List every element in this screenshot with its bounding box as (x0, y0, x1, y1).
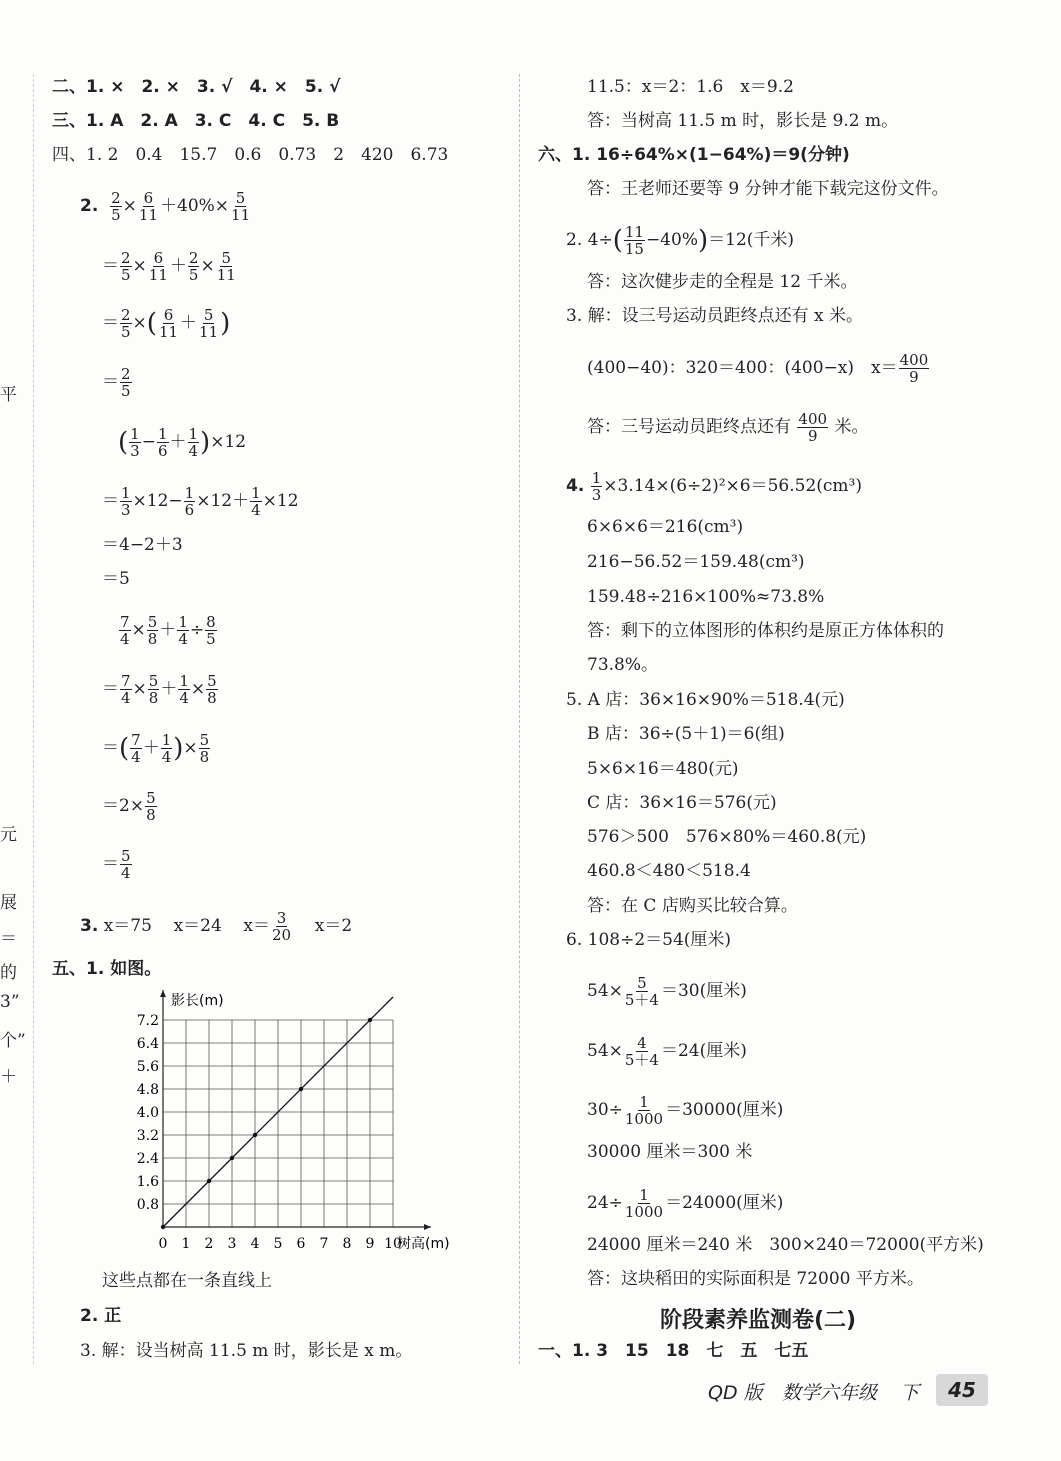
answer-line: 54× $\frac{5}{5+4}$ ＝30(厘米) (587, 974, 747, 1009)
answer-line: 6×6×6＝216(cm³) (587, 517, 744, 537)
edge-fragment: ＋ (0, 1067, 17, 1087)
answer-section-5: 五、1. 如图。 (52, 959, 162, 979)
answer-line: 5. A 店：36×16×90%＝518.4(元) (566, 690, 845, 710)
answer-line: 答：这次健步走的全程是 12 千米。 (587, 272, 858, 292)
answer-line: 答：王老师还要等 9 分钟才能下载完这份文件。 (587, 179, 949, 199)
page-number: 45 (936, 1374, 988, 1406)
math-line: ＝( $\frac{7}{4}$ ＋ $\frac{1}{4}$ )× $\frac{5}{8}$ (102, 731, 210, 766)
column-divider (519, 74, 520, 1364)
data-point (299, 1087, 303, 1091)
answer-line: (400−40)：320＝400：(400−x) x＝ $\frac{400}{9}$ (587, 351, 929, 386)
data-point (253, 1133, 257, 1137)
edge-fragment: 的 (0, 963, 17, 983)
shadow-length-chart (130, 990, 490, 1260)
answer-line: 73.8%。 (587, 655, 659, 675)
x-tick-label: 7 (319, 1236, 329, 1252)
x-tick-label: 6 (296, 1236, 306, 1252)
answer-5-2: 2. 正 (80, 1306, 122, 1326)
x-tick-label: 10 (384, 1236, 402, 1252)
edge-fragment: 展 (0, 893, 17, 913)
math-line: 2. $\frac{2}{5}$ × $\frac{6}{11}$ ＋40%× $\frac{5}{11}$ (80, 189, 251, 224)
answer-line: 答：三号运动员距终点还有 $\frac{400}{9}$ 米。 (587, 410, 869, 445)
edge-fragment: 3” (0, 992, 20, 1012)
answer-line: 30÷ $\frac{1}{1000}$ ＝30000(厘米) (587, 1093, 784, 1128)
left-margin-divider (33, 74, 34, 1364)
x-axis-arrow (424, 1224, 431, 1230)
math-line: ＝ $\frac{1}{3}$ ×12− $\frac{1}{6}$ ×12＋ $\frac{1}{4}$ ×12 (102, 484, 299, 519)
answer-line: 5×6×16＝480(元) (587, 759, 739, 779)
answer-line: 一、1. 3 15 18 七 五 七五 (538, 1341, 809, 1361)
chart-caption: 这些点都在一条直线上 (102, 1271, 272, 1291)
x-tick-label: 9 (365, 1236, 375, 1252)
answer-line: 54× $\frac{4}{5+4}$ ＝24(厘米) (587, 1034, 747, 1069)
answer-5-3: 3. 解：设当树高 11.5 m 时，影长是 x m。 (80, 1341, 413, 1361)
answer-line: 2. 4÷( $\frac{11}{15}$ −40%)＝12(千米) (566, 223, 795, 258)
answer-line: C 店：36×16＝576(元) (587, 793, 777, 813)
y-axis-label: 影长(m) (171, 993, 224, 1009)
answer-line: 30000 厘米＝300 米 (587, 1142, 753, 1162)
math-line: ＝4−2＋3 (102, 535, 183, 555)
data-point (161, 1225, 165, 1229)
y-tick-label: 2.4 (136, 1151, 159, 1167)
math-line: ＝ $\frac{5}{4}$ (102, 847, 131, 882)
x-tick-label: 0 (158, 1236, 168, 1252)
answer-line: 答：这块稻田的实际面积是 72000 平方米。 (587, 1269, 924, 1289)
edge-fragment: 元 (0, 825, 17, 845)
answer-line: 6. 108÷2＝54(厘米) (566, 930, 732, 950)
answer-line: 答：剩下的立体图形的体积约是原正方体体积的 (587, 621, 944, 641)
math-line: ＝2× $\frac{5}{8}$ (102, 789, 156, 824)
data-point (207, 1179, 211, 1183)
edge-fragment: 平 (0, 385, 17, 405)
data-point (368, 1018, 372, 1022)
answer-line: 答：当树高 11.5 m 时，影长是 9.2 m。 (587, 111, 899, 131)
math-line: ( $\frac{1}{3}$ − $\frac{1}{6}$ ＋ $\frac{1}{4}$ )×12 (118, 425, 247, 460)
x-tick-label: 5 (273, 1236, 283, 1252)
answer-line: 3. 解：设三号运动员距终点还有 x 米。 (566, 306, 864, 326)
y-tick-label: 3.2 (136, 1128, 159, 1144)
answer-line: 576＞500 576×80%＝460.8(元) (587, 827, 867, 847)
answer-section-6: 六、1. 16÷64%×(1−64%)＝9(分钟) (538, 145, 850, 165)
answer-section-3: 三、1. A 2. A 3. C 4. C 5. B (52, 111, 340, 131)
math-line: ＝ $\frac{2}{5}$ (102, 365, 131, 400)
answer-q3: 3. x＝75 x＝24 x＝ $\frac{3}{20}$ x＝2 (80, 909, 353, 944)
section-title: 阶段素养监测卷(二) (660, 1308, 857, 1333)
answer-line: 460.8＜480＜518.4 (587, 861, 751, 881)
y-axis-arrow (160, 990, 166, 997)
math-line: ＝5 (102, 569, 130, 589)
answer-line: B 店：36÷(5＋1)＝6(组) (587, 724, 785, 744)
math-line: ＝ $\frac{2}{5}$ ×( $\frac{6}{11}$ ＋ $\frac{5}{11}$ ) (102, 306, 231, 341)
answer-section-4: 四、1. 2 0.4 15.7 0.6 0.73 2 420 6.73 (52, 145, 449, 165)
data-point (230, 1156, 234, 1160)
x-tick-label: 3 (227, 1236, 237, 1252)
x-tick-label: 8 (342, 1236, 352, 1252)
y-tick-label: 1.6 (136, 1174, 159, 1190)
x-tick-label: 2 (204, 1236, 214, 1252)
answer-line: 11.5：x＝2：1.6 x＝9.2 (587, 77, 794, 97)
math-line: $\frac{7}{4}$ × $\frac{5}{8}$ ＋ $\frac{1}{4}$ ÷ $\frac{8}{5}$ (120, 613, 216, 648)
answer-line: 24000 厘米＝240 米 300×240＝72000(平方米) (587, 1235, 984, 1255)
footer-edition: QD 版 (708, 1382, 763, 1404)
answer-section-2: 二、1. × 2. × 3. √ 4. × 5. √ (52, 77, 341, 97)
y-tick-label: 4.0 (136, 1105, 159, 1121)
math-line: ＝ $\frac{7}{4}$ × $\frac{5}{8}$ ＋ $\frac{1}{4}$ × $\frac{5}{8}$ (102, 672, 217, 707)
answer-line: 216−56.52＝159.48(cm³) (587, 552, 805, 572)
x-tick-label: 1 (181, 1236, 191, 1252)
math-line: ＝ $\frac{2}{5}$ × $\frac{6}{11}$ ＋ $\frac{2}{5}$ × $\frac{5}{11}$ (102, 249, 236, 284)
footer-subject: 数学六年级 (782, 1382, 878, 1404)
y-tick-label: 6.4 (136, 1036, 159, 1052)
footer-term: 下 (900, 1382, 920, 1404)
y-tick-label: 4.8 (136, 1082, 159, 1098)
answer-line: 24÷ $\frac{1}{1000}$ ＝24000(厘米) (587, 1186, 784, 1221)
x-axis-label: 树高(m) (397, 1236, 450, 1252)
x-tick-label: 4 (250, 1236, 260, 1252)
y-tick-label: 0.8 (136, 1197, 159, 1213)
edge-fragment: ＝ (0, 929, 17, 949)
y-tick-label: 7.2 (136, 1013, 159, 1029)
edge-fragment: 个” (0, 1031, 26, 1051)
y-tick-label: 5.6 (136, 1059, 159, 1075)
answer-line: 159.48÷216×100%≈73.8% (587, 587, 825, 607)
answer-line: 答：在 C 店购买比较合算。 (587, 896, 798, 916)
answer-line: 4. $\frac{1}{3}$ ×3.14×(6÷2)²×6＝56.52(cm³) (566, 469, 862, 504)
